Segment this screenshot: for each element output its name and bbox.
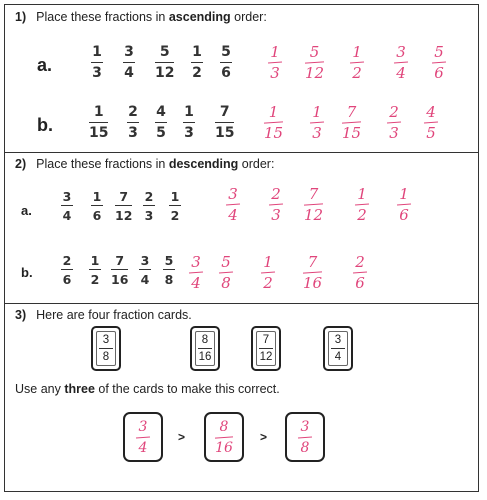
denominator: 2 xyxy=(90,272,100,287)
section-divider xyxy=(5,303,478,304)
card-face xyxy=(195,331,215,366)
fraction-bar xyxy=(139,269,151,270)
question-1-text: Place these fractions in xyxy=(36,10,169,24)
denominator: 3 xyxy=(389,124,399,142)
numerator: 5 xyxy=(221,253,231,271)
denominator: 6 xyxy=(355,274,365,292)
handwritten-fraction xyxy=(219,255,233,291)
given-fraction xyxy=(89,105,108,141)
denominator: 6 xyxy=(221,65,231,81)
greater-than-sign: > xyxy=(178,430,186,444)
handwritten-fraction xyxy=(305,45,324,81)
denominator: 15 xyxy=(89,125,109,141)
numerator: 7 xyxy=(219,104,230,120)
numerator: 1 xyxy=(268,103,279,121)
fraction-bar xyxy=(127,122,139,123)
denominator: 3 xyxy=(128,125,138,141)
numerator: 1 xyxy=(92,189,102,204)
numerator: 1 xyxy=(399,185,409,203)
numerator: 1 xyxy=(270,43,280,61)
numerator: 1 xyxy=(312,103,322,121)
numerator: 1 xyxy=(90,253,100,268)
fraction-bar xyxy=(111,269,128,270)
given-fraction xyxy=(115,190,132,222)
numerator: 5 xyxy=(164,253,174,268)
denominator: 12 xyxy=(155,65,175,81)
numerator: 5 xyxy=(309,43,320,61)
numerator: 5 xyxy=(159,44,170,60)
card-face xyxy=(256,331,276,366)
denominator: 4 xyxy=(62,208,72,223)
fraction-bar xyxy=(163,269,175,270)
denominator: 6 xyxy=(434,64,444,82)
given-fraction xyxy=(61,254,73,286)
numerator: 2 xyxy=(62,253,72,268)
denominator: 4 xyxy=(140,272,150,287)
fraction-bar xyxy=(155,122,167,123)
fraction-card xyxy=(190,326,220,371)
instruction-text-end: of the cards to make this correct. xyxy=(94,382,280,396)
denominator: 4 xyxy=(228,206,238,224)
handwritten-fraction xyxy=(353,255,367,291)
fraction-bar xyxy=(61,269,73,270)
question-2-heading xyxy=(15,157,274,171)
numerator: 3 xyxy=(138,419,148,435)
handwritten-fraction xyxy=(189,255,203,291)
denominator: 6 xyxy=(92,208,102,223)
fraction-bar xyxy=(191,62,203,63)
numerator: 1 xyxy=(263,253,273,271)
handwritten-fraction xyxy=(261,255,275,291)
numerator: 3 xyxy=(396,43,406,61)
numerator: 7 xyxy=(115,253,125,268)
numerator: 3 xyxy=(62,189,72,204)
numerator: 3 xyxy=(228,185,238,203)
fraction-card xyxy=(91,326,121,371)
denominator: 16 xyxy=(303,274,323,292)
given-fraction xyxy=(127,105,139,141)
numerator: 3 xyxy=(102,334,110,346)
handwritten-fraction xyxy=(387,105,401,141)
denominator: 12 xyxy=(115,208,133,223)
numerator: 8 xyxy=(219,419,229,435)
numerator: 1 xyxy=(352,43,362,61)
given-fraction xyxy=(220,45,232,81)
handwritten-fraction xyxy=(136,420,150,460)
fraction-bar xyxy=(136,437,150,439)
question-3-instruction xyxy=(15,382,280,396)
numerator: 2 xyxy=(128,104,138,120)
question-2-text-end: order: xyxy=(238,157,275,171)
answer-box xyxy=(123,412,163,462)
fraction-bar xyxy=(331,348,345,349)
given-fraction xyxy=(215,105,234,141)
handwritten-fraction xyxy=(342,105,361,141)
question-2-keyword: descending xyxy=(168,157,239,171)
denominator: 3 xyxy=(184,125,194,141)
denominator: 4 xyxy=(334,351,342,363)
denominator: 5 xyxy=(156,125,166,141)
denominator: 3 xyxy=(144,208,154,223)
handwritten-fraction xyxy=(268,45,282,81)
instruction-keyword: three xyxy=(64,382,95,396)
handwritten-fraction xyxy=(304,187,323,223)
given-fraction xyxy=(139,254,151,286)
numerator: 4 xyxy=(156,104,166,120)
numerator: 1 xyxy=(92,44,102,60)
handwritten-fraction xyxy=(264,105,283,141)
given-fraction xyxy=(91,190,103,222)
fraction-bar xyxy=(259,348,273,349)
denominator: 4 xyxy=(124,65,134,81)
numerator: 3 xyxy=(334,334,342,346)
fraction-bar xyxy=(215,436,233,438)
denominator: 5 xyxy=(426,124,436,142)
given-fraction xyxy=(169,190,181,222)
given-fraction xyxy=(123,45,135,81)
instruction-text: Use any xyxy=(15,382,65,396)
worksheet xyxy=(4,4,479,492)
denominator: 4 xyxy=(396,64,406,82)
handwritten-fraction xyxy=(310,105,324,141)
denominator: 4 xyxy=(138,440,148,456)
handwritten-fraction xyxy=(226,187,240,223)
denominator: 3 xyxy=(92,65,102,81)
handwritten-fraction xyxy=(215,420,233,460)
fraction-bar xyxy=(298,437,312,439)
numerator: 7 xyxy=(346,103,357,121)
given-fraction xyxy=(143,190,155,222)
denominator: 8 xyxy=(164,272,174,287)
denominator: 15 xyxy=(342,124,362,142)
denominator: 2 xyxy=(263,274,273,292)
fraction-bar xyxy=(155,62,174,63)
q2-part-b-label: b. xyxy=(21,265,33,280)
denominator: 8 xyxy=(102,351,110,363)
denominator: 12 xyxy=(304,206,324,224)
denominator: 6 xyxy=(399,206,409,224)
given-fraction xyxy=(61,190,73,222)
numerator: 3 xyxy=(191,253,201,271)
fraction-card xyxy=(323,326,353,371)
question-3-heading xyxy=(15,308,192,322)
denominator: 2 xyxy=(170,208,180,223)
handwritten-fraction xyxy=(350,45,364,81)
fraction-bar xyxy=(99,348,113,349)
numerator: 3 xyxy=(124,44,134,60)
handwritten-fraction xyxy=(394,45,408,81)
given-fraction xyxy=(163,254,175,286)
q1-part-b-label: b. xyxy=(37,115,53,135)
fraction-bar xyxy=(215,122,234,123)
denominator: 16 xyxy=(215,440,233,456)
numerator: 1 xyxy=(192,44,202,60)
numerator: 8 xyxy=(201,334,209,346)
fraction-bar xyxy=(115,205,132,206)
numerator: 7 xyxy=(262,334,270,346)
greater-than-sign: > xyxy=(260,430,268,444)
denominator: 2 xyxy=(357,206,367,224)
denominator: 3 xyxy=(270,64,280,82)
numerator: 5 xyxy=(221,44,231,60)
fraction-bar xyxy=(89,122,108,123)
denominator: 6 xyxy=(62,272,72,287)
numerator: 2 xyxy=(144,189,154,204)
numerator: 2 xyxy=(389,103,399,121)
numerator: 7 xyxy=(307,253,318,271)
fraction-bar xyxy=(220,62,232,63)
numerator: 4 xyxy=(426,103,436,121)
numerator: 2 xyxy=(271,185,281,203)
q1-part-a-label: a. xyxy=(37,55,53,75)
denominator: 8 xyxy=(300,440,310,456)
handwritten-fraction xyxy=(355,187,369,223)
numerator: 1 xyxy=(357,185,367,203)
section-divider xyxy=(5,152,478,153)
numerator: 1 xyxy=(184,104,194,120)
given-fraction xyxy=(155,45,174,81)
given-fraction xyxy=(111,254,128,286)
denominator: 4 xyxy=(191,274,201,292)
fraction-card xyxy=(251,326,281,371)
numerator: 1 xyxy=(170,189,180,204)
denominator: 3 xyxy=(271,206,281,224)
numerator: 7 xyxy=(119,189,129,204)
denominator: 12 xyxy=(259,351,273,363)
denominator: 8 xyxy=(221,274,231,292)
answer-box xyxy=(204,412,244,462)
numerator: 3 xyxy=(140,253,150,268)
given-fraction xyxy=(191,45,203,81)
fraction-bar xyxy=(123,62,135,63)
handwritten-fraction xyxy=(397,187,411,223)
card-face xyxy=(96,331,116,366)
denominator: 3 xyxy=(312,124,322,142)
answer-box xyxy=(285,412,325,462)
card-face xyxy=(328,331,348,366)
numerator: 1 xyxy=(93,104,104,120)
handwritten-fraction xyxy=(424,105,438,141)
question-2-number: 2) xyxy=(15,157,27,171)
question-1-text-end: order: xyxy=(230,10,267,24)
given-fraction xyxy=(183,105,195,141)
numerator: 7 xyxy=(308,185,319,203)
numerator: 5 xyxy=(434,43,444,61)
given-fraction xyxy=(155,105,167,141)
denominator: 15 xyxy=(264,124,284,142)
fraction-bar xyxy=(198,348,212,349)
fraction-bar xyxy=(89,269,101,270)
handwritten-fraction xyxy=(298,420,312,460)
handwritten-fraction xyxy=(269,187,283,223)
numerator: 2 xyxy=(355,253,365,271)
fraction-bar xyxy=(91,205,103,206)
denominator: 2 xyxy=(192,65,202,81)
handwritten-fraction xyxy=(432,45,446,81)
question-3-number: 3) xyxy=(15,308,27,322)
denominator: 2 xyxy=(352,64,362,82)
question-1-number: 1) xyxy=(15,10,27,24)
fraction-bar xyxy=(61,205,73,206)
denominator: 16 xyxy=(198,351,212,363)
denominator: 15 xyxy=(215,125,235,141)
handwritten-fraction xyxy=(303,255,322,291)
fraction-bar xyxy=(143,205,155,206)
fraction-bar xyxy=(183,122,195,123)
question-3-text: Here are four fraction cards. xyxy=(36,308,192,322)
question-1-keyword: ascending xyxy=(168,10,231,24)
given-fraction xyxy=(91,45,103,81)
given-fraction xyxy=(89,254,101,286)
denominator: 16 xyxy=(111,272,129,287)
q2-part-a-label: a. xyxy=(21,203,32,218)
numerator: 3 xyxy=(300,419,310,435)
question-1-heading xyxy=(15,10,267,24)
fraction-bar xyxy=(91,62,103,63)
fraction-bar xyxy=(169,205,181,206)
question-2-text: Place these fractions in xyxy=(36,157,169,171)
denominator: 12 xyxy=(305,64,325,82)
